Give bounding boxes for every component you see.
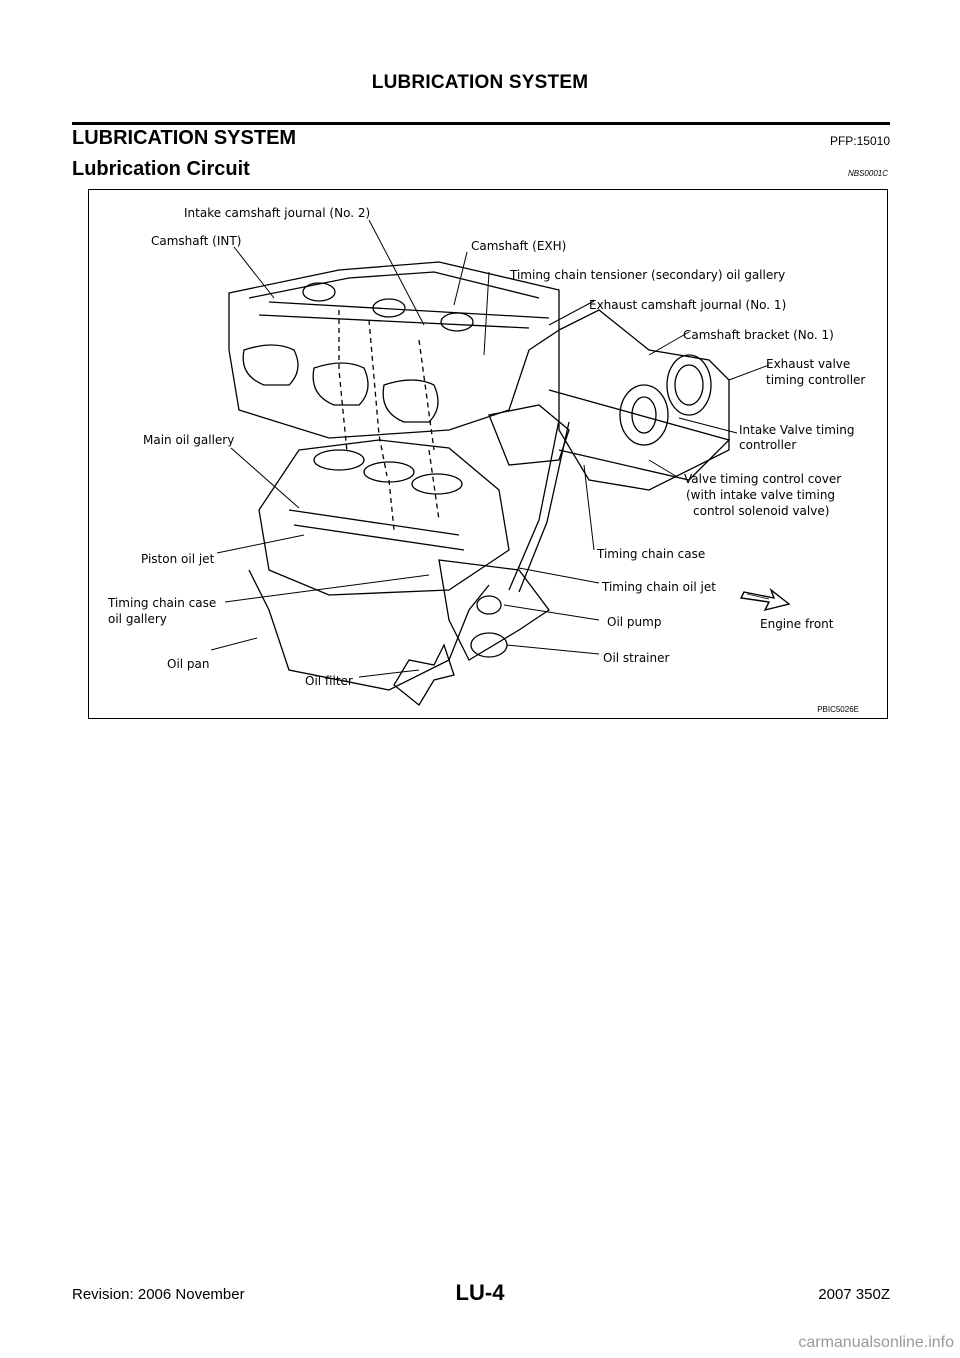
engine-drawing <box>229 262 729 705</box>
label-timing-chain-oil-jet: Timing chain oil jet <box>602 580 716 594</box>
label-piston-oil-jet: Piston oil jet <box>141 552 215 566</box>
label-camshaft-exh: Camshaft (EXH) <box>471 239 567 253</box>
label-intake-vtc-line2: controller <box>739 438 797 452</box>
label-vtc-cover-line1: Valve timing control cover <box>684 472 842 486</box>
engine-front-arrow-icon <box>741 590 789 610</box>
label-camshaft-int: Camshaft (INT) <box>151 234 242 248</box>
label-timing-chain-case: Timing chain case <box>597 547 706 561</box>
label-exhaust-vtc-line2: timing controller <box>766 373 866 387</box>
figure-code: PBIC5026E <box>817 705 859 714</box>
label-main-oil-gallery: Main oil gallery <box>143 433 235 447</box>
label-intake-vtc-line1: Intake Valve timing <box>739 423 855 437</box>
engine-illustration <box>89 190 888 719</box>
label-tensioner-oil-gallery: Timing chain tensioner (secondary) oil gallery <box>510 268 786 282</box>
header-rule <box>72 122 890 125</box>
label-exhaust-camshaft-journal-no1: Exhaust camshaft journal (No. 1) <box>589 298 787 312</box>
page-header: LUBRICATION SYSTEM <box>371 72 589 93</box>
label-vtc-cover-line3: control solenoid valve) <box>693 504 830 518</box>
label-exhaust-vtc-line1: Exhaust valve <box>766 357 851 371</box>
label-oil-pump: Oil pump <box>607 615 662 629</box>
footer-revision: Revision: 2006 November <box>72 1286 245 1303</box>
label-camshaft-bracket-no1: Camshaft bracket (No. 1) <box>683 328 834 342</box>
section-title: LUBRICATION SYSTEM <box>72 127 297 149</box>
label-oil-pan: Oil pan <box>167 657 210 671</box>
footer-page-number: LU-4 <box>455 1280 505 1305</box>
subsection-title: Lubrication Circuit <box>72 158 250 180</box>
label-chain-case-gallery-line1: Timing chain case <box>108 596 217 610</box>
section-code: PFP:15010 <box>829 134 890 148</box>
watermark: carmanualsonline.info <box>798 1334 954 1351</box>
label-engine-front: Engine front <box>760 617 834 631</box>
label-chain-case-gallery-line2: oil gallery <box>108 612 167 626</box>
label-intake-camshaft-journal-no2: Intake camshaft journal (No. 2) <box>184 206 371 220</box>
subsection-code: NBS0001C <box>847 169 888 178</box>
label-vtc-cover-line2: (with intake valve timing <box>686 488 836 502</box>
label-oil-filter: Oil filter <box>305 674 353 688</box>
lubrication-circuit-figure <box>88 189 888 719</box>
label-oil-strainer: Oil strainer <box>603 651 670 665</box>
footer-model: 2007 350Z <box>818 1286 890 1303</box>
